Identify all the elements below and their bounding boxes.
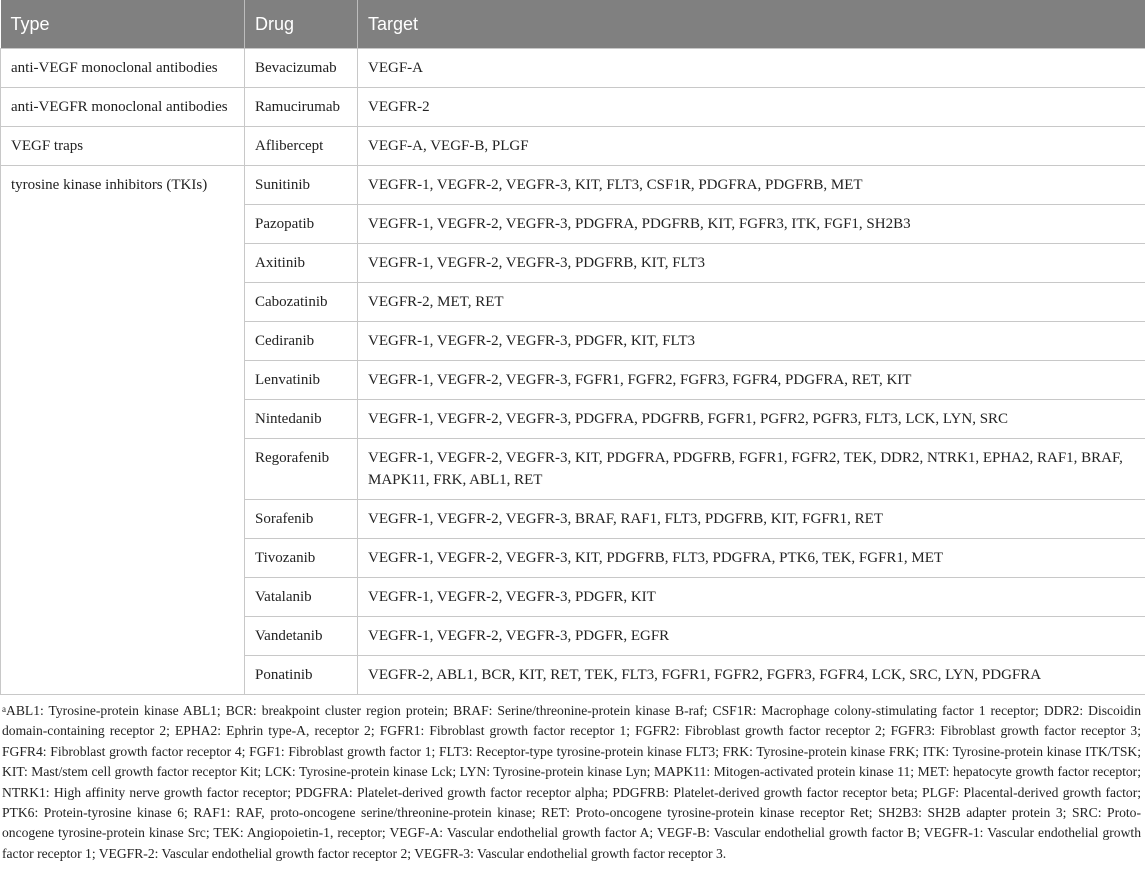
- drug-cell: Regorafenib: [245, 439, 358, 500]
- table-header: [1, 0, 1145, 49]
- drug-cell: Nintedanib: [245, 400, 358, 439]
- target-cell: VEGFR-2, MET, RET: [358, 283, 1145, 322]
- target-cell: VEGFR-1, VEGFR-2, VEGFR-3, PDGFRA, PDGFRB, FGFR1, PGFR2, PGFR3, FLT3, LCK, LYN, SRC: [358, 400, 1145, 439]
- target-cell: VEGFR-1, VEGFR-2, VEGFR-3, KIT, PDGFRB, FLT3, PDGFRA, PTK6, TEK, FGFR1, MET: [358, 539, 1145, 578]
- type-cell: VEGF traps: [1, 127, 245, 166]
- type-cell: anti-VEGF monoclonal antibodies: [1, 49, 245, 88]
- drug-cell: Ramucirumab: [245, 88, 358, 127]
- drug-cell: Sunitinib: [245, 166, 358, 205]
- drug-cell: Lenvatinib: [245, 361, 358, 400]
- target-cell: VEGFR-2: [358, 88, 1145, 127]
- drug-cell: Bevacizumab: [245, 49, 358, 88]
- drug-cell: Aflibercept: [245, 127, 358, 166]
- table-footnote: [0, 695, 1145, 864]
- drug-cell: Ponatinib: [245, 656, 358, 695]
- drug-cell: Pazopatib: [245, 205, 358, 244]
- target-cell: VEGFR-1, VEGFR-2, VEGFR-3, PDGFR, EGFR: [358, 617, 1145, 656]
- target-cell: VEGF-A, VEGF-B, PLGF: [358, 127, 1145, 166]
- drug-cell: Axitinib: [245, 244, 358, 283]
- drug-cell: Vandetanib: [245, 617, 358, 656]
- drug-cell: Tivozanib: [245, 539, 358, 578]
- target-cell: VEGFR-1, VEGFR-2, VEGFR-3, KIT, FLT3, CSF1R, PDGFRA, PDGFRB, MET: [358, 166, 1145, 205]
- target-cell: VEGFR-1, VEGFR-2, VEGFR-3, PDGFR, KIT: [358, 578, 1145, 617]
- drug-cell: Cediranib: [245, 322, 358, 361]
- table-row: [1, 127, 1145, 166]
- header-drug: Drug: [245, 0, 358, 49]
- target-cell: VEGFR-1, VEGFR-2, VEGFR-3, PDGFRB, KIT, FLT3: [358, 244, 1145, 283]
- target-cell: VEGFR-1, VEGFR-2, VEGFR-3, BRAF, RAF1, FLT3, PDGFRB, KIT, FGFR1, RET: [358, 500, 1145, 539]
- target-cell: VEGFR-1, VEGFR-2, VEGFR-3, PDGFRA, PDGFRB, KIT, FGFR3, ITK, FGF1, SH2B3: [358, 205, 1145, 244]
- target-cell: VEGF-A: [358, 49, 1145, 88]
- drug-cell: Cabozatinib: [245, 283, 358, 322]
- drug-cell: Vatalanib: [245, 578, 358, 617]
- table-body: [1, 49, 1145, 695]
- footnote-marker: a: [2, 704, 6, 714]
- type-cell: anti-VEGFR monoclonal antibodies: [1, 88, 245, 127]
- target-cell: VEGFR-2, ABL1, BCR, KIT, RET, TEK, FLT3, FGFR1, FGFR2, FGFR3, FGFR4, LCK, SRC, LYN, PDGFRA: [358, 656, 1145, 695]
- header-row: [1, 0, 1145, 49]
- type-cell: tyrosine kinase inhibitors (TKIs): [1, 166, 245, 695]
- table-row: [1, 166, 1145, 205]
- table-row: [1, 88, 1145, 127]
- target-cell: VEGFR-1, VEGFR-2, VEGFR-3, PDGFR, KIT, FLT3: [358, 322, 1145, 361]
- drug-cell: Sorafenib: [245, 500, 358, 539]
- target-cell: VEGFR-1, VEGFR-2, VEGFR-3, KIT, PDGFRA, PDGFRB, FGFR1, FGFR2, TEK, DDR2, NTRK1, EPHA2, RAF1, BRAF, MAPK11, FRK, ABL1, RET: [358, 439, 1145, 500]
- footnote-text: ABL1: Tyrosine-protein kinase ABL1; BCR: breakpoint cluster region protein; BRAF: Serine/threonine-protein kinase B-raf; CSF1R: Macrophage colony-stimulating factor 1 receptor; DDR2: Discoidin domain-containing receptor 2; EPHA2: Ephrin type-A, receptor 2; FGFR1: Fibroblast growth factor receptor 1; FGFR2: Fibroblast growth factor receptor 2; FGFR3: Fibroblast growth factor receptor 3; FGFR4: Fibroblast growth factor receptor 4; FGF1: Fibroblast growth factor 1; FLT3: Receptor-type tyrosine-protein kinase FLT3; FRK: Tyrosine-protein kinase FRK; ITK: Tyrosine-protein kinase ITK/TSK; KIT: Mast/stem cell growth factor receptor Kit; LCK: Tyrosine-protein kinase Lck; LYN: Tyrosine-protein kinase Lyn; MAPK11: Mitogen-activated protein kinase 11; MET: hepatocyte growth factor receptor; NTRK1: High affinity nerve growth factor receptor; PDGFRA: Platelet-derived growth factor receptor alpha; PDGFRB: Platelet-derived growth factor receptor beta; PLGF: Placental-derived growth factor; PTK6: Protein-tyrosine kinase 6; RAF1: RAF, proto-oncogene serine/threonine-protein kinase; RET: Proto-oncogene tyrosine-protein kinase receptor Ret; SH2B3: SH2B adapter protein 3; SRC: Proto-oncogene tyrosine-protein kinase Src; TEK: Angiopoietin-1, receptor; VEGF-A: Vascular endothelial growth factor A; VEGF-B: Vascular endothelial growth factor B; VEGFR-1: Vascular endothelial growth factor receptor 1; VEGFR-2: Vascular endothelial growth factor receptor 2; VEGFR-3: Vascular endothelial growth factor receptor 3.: [2, 703, 1141, 861]
- header-type: Type: [1, 0, 245, 49]
- header-target: Target: [358, 0, 1145, 49]
- table-row: [1, 49, 1145, 88]
- target-cell: VEGFR-1, VEGFR-2, VEGFR-3, FGFR1, FGFR2, FGFR3, FGFR4, PDGFRA, RET, KIT: [358, 361, 1145, 400]
